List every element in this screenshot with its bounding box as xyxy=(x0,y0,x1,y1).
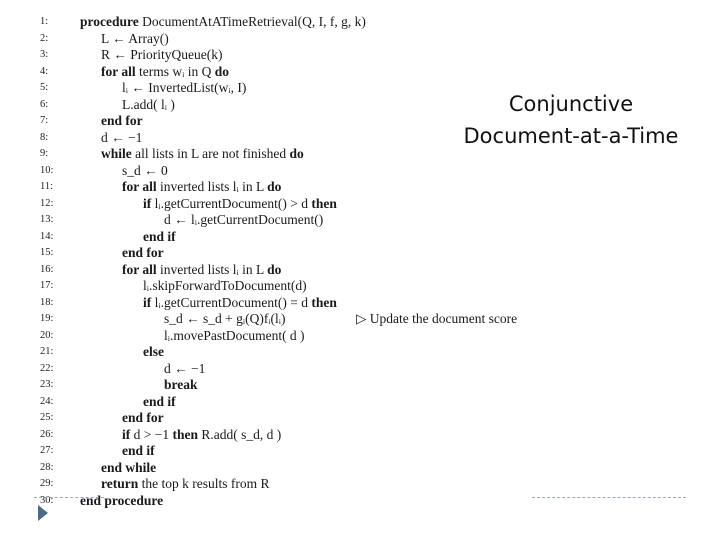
algorithm-line xyxy=(40,162,560,179)
line-number: 29: xyxy=(40,478,54,489)
line-number: 3: xyxy=(40,49,49,60)
algorithm-line xyxy=(40,294,560,311)
line-number: 16: xyxy=(40,263,54,275)
triangle-bullet-icon xyxy=(36,504,50,522)
line-code: L.add( lᵢ ) xyxy=(122,96,175,112)
algorithm-line xyxy=(40,475,560,492)
algorithm-line xyxy=(40,277,560,294)
line-number: 14: xyxy=(40,230,54,242)
algorithm-line xyxy=(40,492,560,509)
line-code: s_d ← 0 xyxy=(122,162,168,178)
algorithm-line xyxy=(40,442,560,459)
algorithm-line xyxy=(40,211,560,228)
slide-title-line-1: Conjunctive xyxy=(508,92,634,116)
line-number: 27: xyxy=(40,445,54,456)
line-code: break xyxy=(164,377,198,392)
line-number: 6: xyxy=(40,98,49,110)
line-code: if lᵢ.getCurrentDocument() = d then xyxy=(143,294,337,310)
algorithm-line xyxy=(40,393,560,410)
line-number: 1: xyxy=(40,16,49,27)
algorithm-line xyxy=(40,228,560,245)
line-code: end if xyxy=(122,443,155,458)
line-code: end for xyxy=(122,410,164,425)
algorithm-line xyxy=(40,261,560,278)
line-number: 23: xyxy=(40,379,54,390)
line-number: 5: xyxy=(40,82,49,93)
algorithm-line xyxy=(40,426,560,443)
algorithm-line xyxy=(40,178,560,195)
line-number: 7: xyxy=(40,115,49,126)
line-code: while all lists in L are not finished do xyxy=(101,146,304,161)
algorithm-line xyxy=(40,244,560,261)
line-number: 4: xyxy=(40,65,49,77)
line-code: end for xyxy=(101,113,143,128)
line-number: 21: xyxy=(40,346,54,357)
algorithm-line xyxy=(40,30,560,47)
line-number: 18: xyxy=(40,296,54,308)
line-code: end if xyxy=(143,393,176,409)
line-code: procedure DocumentAtATimeRetrieval(Q, I, f, g, k) xyxy=(80,14,366,29)
divider-right xyxy=(532,497,686,498)
algorithm-line xyxy=(40,46,560,63)
line-number: 9: xyxy=(40,148,49,159)
line-code: return the top k results from R xyxy=(101,476,270,491)
line-code: if lᵢ.getCurrentDocument() > d then xyxy=(143,195,337,211)
line-number: 2: xyxy=(40,32,49,44)
line-code: for all terms wᵢ in Q do xyxy=(101,63,229,79)
line-number: 15: xyxy=(40,247,54,258)
line-code: else xyxy=(143,344,164,359)
line-code: L ← Array() xyxy=(101,30,169,46)
line-code: lᵢ.movePastDocument( d ) xyxy=(164,327,305,343)
line-code: s_d ← s_d + gᵢ(Q)fᵢ(lᵢ) xyxy=(164,311,286,326)
algorithm-line xyxy=(40,409,560,426)
algorithm-line xyxy=(40,327,560,344)
line-number: 20: xyxy=(40,329,54,341)
line-comment: ▷ Update the document score xyxy=(356,311,518,326)
line-code: for all inverted lists lᵢ in L do xyxy=(122,261,282,277)
algorithm-line xyxy=(40,310,560,327)
line-number: 12: xyxy=(40,197,54,209)
line-code: end for xyxy=(122,245,164,260)
algorithm-line xyxy=(40,376,560,393)
line-number: 25: xyxy=(40,412,54,423)
algorithm-line xyxy=(40,343,560,360)
line-number: 17: xyxy=(40,280,54,291)
line-code: end if xyxy=(143,228,176,244)
line-code: end while xyxy=(101,459,157,475)
line-code: for all inverted lists lᵢ in L do xyxy=(122,179,282,194)
line-code: d ← −1 xyxy=(101,129,143,145)
algorithm-line xyxy=(40,360,560,377)
line-number: 22: xyxy=(40,362,54,374)
algorithm-line xyxy=(40,195,560,212)
line-number: 26: xyxy=(40,428,54,440)
line-code: R ← PriorityQueue(k) xyxy=(101,47,223,62)
divider-left xyxy=(34,497,104,498)
line-number: 19: xyxy=(40,313,54,324)
line-code: end procedure xyxy=(80,492,164,508)
line-number: 10: xyxy=(40,164,54,176)
line-number: 30: xyxy=(40,494,54,506)
line-code: d ← lᵢ.getCurrentDocument() xyxy=(164,212,324,227)
line-code: lᵢ.skipForwardToDocument(d) xyxy=(143,278,307,293)
slide-title xyxy=(440,88,702,152)
algorithm-line xyxy=(40,459,560,476)
line-code: d ← −1 xyxy=(164,360,206,376)
line-number: 24: xyxy=(40,395,54,407)
slide-title-line-2: Document-at-a-Time xyxy=(463,124,679,148)
line-number: 8: xyxy=(40,131,49,143)
line-number: 13: xyxy=(40,214,54,225)
line-number: 11: xyxy=(40,181,54,192)
algorithm-line xyxy=(40,63,560,80)
line-code: if d > −1 then R.add( s_d, d ) xyxy=(122,426,282,442)
line-number: 28: xyxy=(40,461,54,473)
line-code: lᵢ ← InvertedList(wᵢ, I) xyxy=(122,80,247,95)
algorithm-line xyxy=(40,13,560,30)
